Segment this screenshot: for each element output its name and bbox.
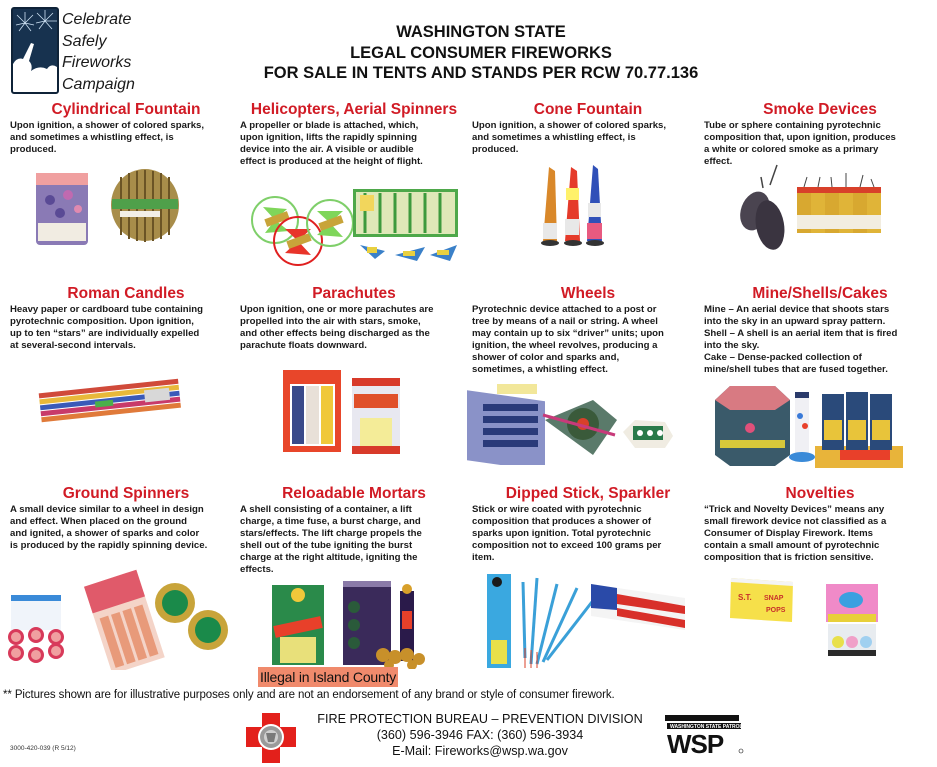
desc-line: contain a small amount of pyrotechnic [704,539,880,551]
desc-line: and sometimes a whistling effect, is [10,131,174,143]
category-ground-spinners [10,485,242,552]
helicopter-spinner-products [245,185,460,270]
desc-line: and sometimes a whistling effect, is [472,131,636,143]
svg-text:S.T.: S.T. [738,593,752,602]
category-description [704,304,936,375]
category-parachutes [240,285,468,352]
category-description [472,120,704,156]
desc-line: A shell consisting of a container, a lift [240,504,412,515]
page-title [225,22,737,84]
disclaimer: ** Pictures shown are for illustrative purposes only and are not an endorsement of any brand or style of consumer firework. [3,689,615,701]
desc-line: composition that, upon ignition, produces [704,131,896,143]
desc-line: composition that produces a shower of [472,515,652,527]
category-dipped-stick-sparkler [472,485,704,564]
category-description [240,304,468,352]
sparkler-products [485,568,700,670]
category-title: Cone Fountain [533,101,643,118]
svg-text:WASHINGTON STATE PATROL: WASHINGTON STATE PATROL [670,724,743,730]
wheel-products [465,380,680,465]
desc-line: and effect. When placed on the ground [10,515,187,527]
cylindrical-fountain-products [30,165,190,250]
desc-line: and other effects being discharged as the [240,327,430,339]
desc-line: into the sky in an upward spray pattern. [704,315,886,327]
form-code: 3000-420-039 (R 5/12) [10,745,76,752]
roman-candle-products [35,372,185,432]
reloadable-mortar-products [268,577,428,669]
parachute-products [280,366,410,456]
desc-line: stars/effects. The lift charge propels the [240,527,422,539]
category-description [240,504,468,575]
category-title: Helicopters, Aerial Spinners [250,101,458,118]
desc-line: composition that is friction sensitive. [704,551,874,563]
logo-line: Celebrate [62,11,132,28]
desc-line: a white or colored smoke as a primary [704,143,879,155]
category-title: Roman Candles [67,285,185,302]
category-title: Parachutes [312,285,396,302]
logo-line: Safely [62,32,107,50]
desc-line: Upon ignition, one or more parachutes are [240,304,434,315]
desc-line: propelled into the air with stars, smoke, [240,315,421,327]
desc-line: produced. [10,143,57,155]
svg-text:WSP: WSP [667,729,724,755]
title-line: WASHINGTON STATE [396,23,566,41]
campaign-name [62,9,135,95]
desc-line: shower of color and sparks and, [472,351,620,363]
desc-line: device into the air. A visible or audible [240,143,414,155]
desc-line: Upon ignition, a shower of colored sparks, [472,120,667,131]
category-title: Reloadable Mortars [282,485,426,502]
desc-line: into the sky. [704,339,760,351]
title-line: LEGAL CONSUMER FIREWORKS [350,43,612,62]
desc-line: item. [472,551,495,563]
logo-line: Campaign [62,75,135,93]
desc-line: effect. [704,155,733,167]
svg-text:SNAP: SNAP [764,595,784,602]
category-novelties [704,485,936,564]
desc-line: produced. [472,143,519,155]
desc-line: composition not to exceed 100 grams per [472,539,662,551]
desc-line: Stick or wire coated with pyrotechnic [472,504,642,515]
category-title: Novelties [785,485,855,502]
desc-line: mine/shell tubes that are fused together. [704,363,888,375]
desc-line: Heavy paper or cardboard tube containing [10,304,203,315]
desc-line: up to ten “stars” are individually expelled [10,327,200,339]
category-roman-candles [10,285,242,352]
desc-line: pyrotechnic composition. Upon ignition, [10,315,194,327]
category-description [10,120,242,156]
category-reloadable-mortars [240,485,468,575]
category-cone-fountain [472,101,704,156]
category-description [10,304,242,352]
desc-line: Pyrotechnic device attached to a post or [472,304,657,315]
category-title: Mine/Shells/Cakes [752,285,888,302]
desc-line: A small device similar to a wheel in design [10,504,204,515]
email-link[interactable]: E-Mail: Fireworks@wsp.wa.gov [392,744,568,758]
category-description [704,504,936,564]
category-title: Wheels [560,285,616,302]
desc-line: Consumer of Display Firework. Items [704,527,874,539]
desc-line: Upon ignition, a shower of colored sparks, [10,120,205,131]
svg-text:POPS: POPS [766,607,786,614]
wsp-logo-icon [665,713,745,755]
desc-line: effect is produced at the height of flight. [240,155,423,167]
desc-line: A propeller or blade is attached, which, [240,120,419,131]
phone-fax: (360) 596-3946 FAX: (360) 596-3934 [376,728,584,742]
category-title: Cylindrical Fountain [51,101,201,118]
ground-spinner-products [3,565,233,670]
category-wheels [472,285,704,375]
desc-line: Cake – Dense-packed collection of [704,351,862,363]
cone-fountain-products [535,163,615,248]
category-description [472,304,704,375]
desc-line: Shell – A shell is an aerial item that is fired [704,327,898,339]
mine-shell-cake-products [710,380,910,470]
illegal-notice: Illegal in Island County [260,669,397,685]
title-line: FOR SALE IN TENTS AND STANDS PER RCW 70.77.136 [263,64,699,82]
category-cylindrical-fountain [10,101,242,156]
contact-info [300,711,660,759]
desc-line: is produced by the rapidly spinning device. [10,539,208,551]
desc-line: Mine – An aerial device that shoots stars [704,304,890,315]
category-title: Smoke Devices [763,101,877,118]
desc-line: at several-second intervals. [10,339,136,351]
desc-line: ignition, the wheel revolves, producing a [472,339,658,351]
desc-line: tree by means of a nail or string. A wheel [472,315,658,327]
category-description [472,504,704,564]
desc-line: “Trick and Novelty Devices” means any [704,504,885,515]
desc-line: upon ignition, lifts the rapidly spinning [240,131,417,143]
logo-line: Fireworks [62,54,132,71]
desc-line: sometimes, a whistling effect. [472,363,608,375]
desc-line: and ignited, a shower of sparks and color [10,527,200,539]
desc-line: small firework device not classified as a [704,515,887,527]
category-mine-shells-cakes [704,285,936,375]
desc-line: parachute floats downward. [240,339,367,351]
category-title: Ground Spinners [62,485,190,502]
desc-line: may contain up to six “driver” units; upon [472,327,664,339]
desc-line: Tube or sphere containing pyrotechnic [704,120,881,131]
category-description [10,504,242,552]
smoke-device-products [725,163,895,258]
celebrate-safely-fireworks-icon [11,7,59,94]
desc-line: charge, a time fuse, a burst charge, and [240,515,421,527]
fire-marshal-badge-icon [240,709,302,767]
category-helicopters [240,101,468,168]
category-smoke-devices [704,101,936,168]
category-description [240,120,468,168]
desc-line: sparks upon ignition. Total pyrotechnic [472,527,651,539]
category-description [704,120,936,168]
desc-line: charge at the right altitude, igniting the [240,551,418,563]
desc-line: effects. [240,563,274,575]
division-name: FIRE PROTECTION BUREAU – PREVENTION DIVISION [317,712,643,726]
novelty-products [728,570,888,660]
desc-line: shell out of the tube igniting the burst [240,539,413,551]
category-title: Dipped Stick, Sparkler [505,485,671,502]
